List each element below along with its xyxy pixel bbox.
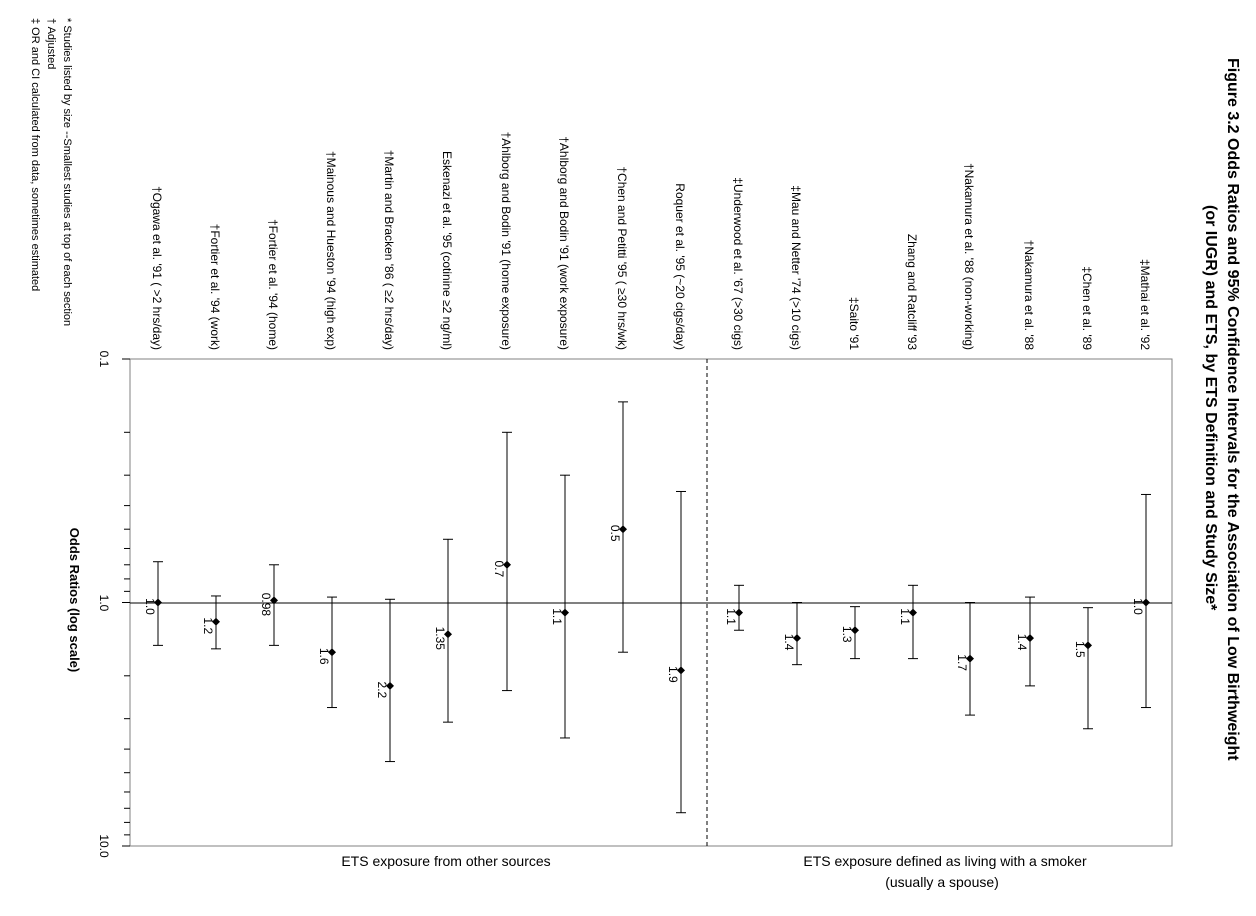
study-row [1073,266,1094,728]
study-row [143,186,164,645]
study-label: †Nakamura et al. '88 (non-working) [962,162,976,350]
study-row [724,177,745,630]
study-label: Eskenazi et al. '95 (cotinine ≥2 ng/ml) [440,151,454,350]
figure-title: Figure 3.2 Odds Ratios and 95% Confidence Intervals for the Association of Low Birthweight [1224,58,1241,761]
or-value-label: 1.9 [666,666,680,683]
study-label: Roquer et al. '95 (~20 cigs/day) [673,183,687,350]
study-label: †Martin and Bracken '86 ( ≥2 hrs/day) [382,149,396,350]
study-label: ‡Saito '91 [847,297,861,350]
or-value-label: 0.5 [608,524,622,542]
or-value-label: 1.1 [898,608,912,625]
or-value-label: 1.0 [1131,598,1145,615]
or-value-label: 1.4 [1015,633,1029,651]
study-label: ‡Chen et al. '89 [1080,266,1094,350]
study-label: †Ahlborg and Bodin '91 (work exposure) [557,136,571,350]
study-label: †Chen and Petitti '95 ( ≥30 hrs/wk) [615,166,629,350]
figure-title-line2: (or IUGR) and ETS, by ETS Definition and Study Size* [1202,205,1219,611]
or-value-label: 0.7 [492,560,506,578]
study-row [317,151,338,708]
axis-title: Odds Ratios (log scale) [67,527,82,673]
or-value-label: 2.2 [375,681,389,699]
study-row [955,163,976,715]
study-label: †Nakamura et al. '88 [1022,239,1036,350]
study-row [550,136,571,738]
study-label: †Ogawa et al. '91 ( >2 hrs/day) [150,185,164,350]
study-row [259,219,280,645]
study-label: †Fortier et al. '94 (home) [266,218,280,350]
or-value-label: 1.2 [201,617,215,635]
study-rows [143,132,1152,813]
study-row [492,132,513,691]
study-row [898,234,919,659]
tick-label-min: 0.1 [97,350,111,368]
study-label: †Mainous and Hueston '94 (high exp) [324,150,338,350]
study-label: †Ahlborg and Bodin '91 (home exposure) [499,131,513,350]
or-value-label: 0.98 [259,592,273,617]
study-row [433,151,454,722]
or-value-label: 1.4 [782,633,796,651]
study-row [782,185,803,664]
or-value-label: 1.1 [550,608,564,625]
or-value-label: 1.1 [724,608,738,625]
study-label: Zhang and Ratcliff '93 [905,233,919,350]
or-value-label: 1.35 [433,626,447,650]
study-row [608,166,629,652]
study-row [840,297,861,659]
study-row [375,150,396,762]
study-label: †Fortier et al. '94 (work) [208,223,222,350]
section-label-spouse: ETS exposure defined as living with a smoker [803,853,1087,869]
study-label: ‡Underwood et al. '67 (>30 cigs) [731,177,745,350]
tick-label-mid: 1.0 [97,594,111,612]
section-label-other: ETS exposure from other sources [341,853,551,869]
study-row [1015,240,1036,686]
section-label-spouse-line2: (usually a spouse) [885,874,999,890]
or-value-label: 1.6 [317,647,331,665]
log-axis-ticks [122,359,130,846]
study-label: ‡Mathai et al. '92 [1138,258,1152,350]
footnote-calculated: ‡ OR and CI calculated from data, sometimes estimated [29,18,41,292]
study-label: ‡Mau and Netter '74 (>10 cigs) [789,185,803,350]
tick-label-max: 10.0 [97,834,111,858]
footnote-adjusted: † Adjusted [45,18,57,70]
or-value-label: 1.5 [1073,641,1087,658]
study-row [1131,259,1152,708]
or-value-label: 1.0 [143,598,157,615]
footnote-study-order: * Studies listed by size --Smallest studies at top of each section [61,18,73,327]
study-row [666,183,687,812]
or-value-label: 1.3 [840,625,854,643]
or-value-label: 1.7 [955,654,969,671]
study-row [201,224,222,649]
